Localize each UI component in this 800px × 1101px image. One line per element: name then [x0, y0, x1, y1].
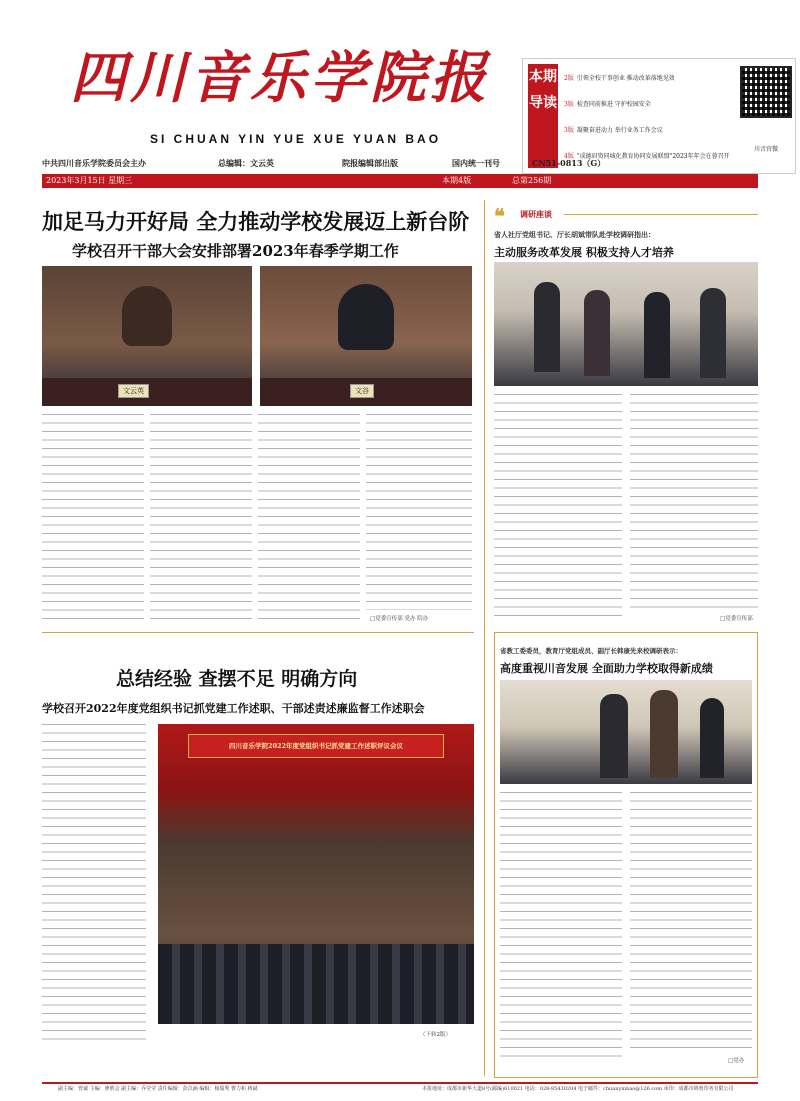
- sidebar2-col-2: [630, 792, 752, 1052]
- meeting-photo[interactable]: [158, 724, 474, 1024]
- issue-number: 总第256期: [512, 176, 552, 185]
- guide-item[interactable]: 3版 凝聚奋进动力 举行业务工作会议: [564, 127, 663, 134]
- qr-label: 川音官微: [753, 146, 778, 153]
- lead-subhead: 学校召开干部大会安排部署2023年春季学期工作: [72, 242, 399, 260]
- sidebar1-byline: □党委宣传部: [720, 616, 753, 622]
- sidebar1-kicker: 省人社厅党组书记、厅长胡斌带队赴学校调研指出：: [494, 230, 655, 239]
- lead-article-col-3: [258, 414, 360, 624]
- person-figure: [650, 690, 678, 778]
- info-bar-date: [42, 174, 758, 188]
- second-subhead: 学校召开2022年度党组织书记抓党建工作述职、干部述责述廉监督工作述职会: [42, 702, 425, 715]
- sidebar1-header: [494, 204, 758, 228]
- lead-headline[interactable]: 加足马力开好局 全力推动学校发展迈上新台阶: [42, 209, 470, 234]
- issue-date: 2023年3月15日 星期三: [46, 176, 133, 185]
- person-figure: [600, 694, 628, 778]
- column-divider: [484, 200, 485, 1076]
- masthead-pinyin: SI CHUAN YIN YUE XUE YUAN BAO: [150, 132, 442, 146]
- continued-note: （下转2版）: [420, 1032, 451, 1038]
- sidebar2-kicker: 省教工委委员，教育厅党组成员、副厅长韩康先来校调研表示：: [500, 647, 682, 655]
- guide-list: [564, 66, 736, 170]
- info-bar-top: [42, 158, 758, 172]
- person-figure: [534, 282, 560, 372]
- guide-item[interactable]: 3版 检查同前推进 守护校园安全: [564, 101, 651, 108]
- person-figure: [644, 292, 670, 378]
- section-tag: 调研座谈: [520, 209, 552, 219]
- meeting-banner: 四川音乐学院2022年度党组织书记抓党建工作述职评议会议: [188, 734, 444, 758]
- person-figure: [700, 288, 726, 378]
- quote-mark-icon: ❝: [494, 204, 505, 228]
- lead-photo-1[interactable]: [42, 266, 252, 406]
- audience: [158, 944, 474, 1024]
- cn-number: CN51-0813（G）: [532, 158, 606, 168]
- photo-caption: 文云英: [118, 384, 149, 398]
- sponsor: 中共四川音乐学院委员会主办: [42, 158, 146, 168]
- masthead-title: 四川音乐学院报: [70, 45, 490, 111]
- footer: [42, 1082, 758, 1094]
- qr-code-icon[interactable]: [740, 66, 792, 118]
- speaker-figure: [338, 284, 394, 350]
- lead-byline: □党委宣传部 党办 院办: [370, 616, 429, 622]
- footer-staff: 副主编：曾诚 主编：廖胜会 副主编：乔莹莹 责任编辑：彭苡涵 编辑：杨瑞秀 曹力和 蒋斌: [58, 1086, 258, 1092]
- sidebar1-photo[interactable]: [494, 262, 758, 386]
- lead-article-col-2: [150, 414, 252, 624]
- person-figure: [700, 698, 724, 778]
- sidebar1-headline[interactable]: 主动服务改革发展 积极支持人才培养: [494, 246, 674, 259]
- second-article-col-1: [42, 724, 146, 1044]
- sidebar1-col-2: [630, 394, 758, 610]
- second-headline[interactable]: 总结经验 查摆不足 明确方向: [116, 668, 358, 690]
- speaker-figure: [122, 286, 172, 346]
- person-figure: [584, 290, 610, 376]
- guide-item[interactable]: 4版 "成德眉资同城化教育协同发展联盟"2023年年会在蓉召开: [564, 153, 730, 160]
- lead-photo-2[interactable]: [260, 266, 472, 406]
- issn-label: 国内统一刊号: [452, 158, 500, 168]
- article-divider: [42, 632, 474, 633]
- publisher-dept: 院报编辑部出版: [342, 158, 398, 168]
- page-count: 本期4版: [442, 176, 472, 185]
- lead-article-col-1: [42, 414, 144, 624]
- sidebar2-headline[interactable]: 高度重视川音发展 全面助力学校取得新成绩: [500, 662, 713, 675]
- tag-rule: [564, 214, 758, 215]
- chief-editor: 总编辑：文云英: [218, 158, 274, 168]
- sidebar2-byline: □党办: [728, 1058, 745, 1064]
- footer-address: 本报地址：成都市新华大道8号(邮编)610021 电话：028-85430204 电子邮件：chuanyinbao@126.com 承印：成都市锦蓉印务有限公司: [422, 1086, 734, 1092]
- sidebar2-photo[interactable]: [500, 680, 752, 784]
- sidebar2-col-1: [500, 792, 622, 1064]
- guide-item[interactable]: 2版 引领全校干事创业 推动改革落地见效: [564, 75, 675, 82]
- guide-label: 本期导读: [528, 64, 558, 168]
- photo-caption: 文谷: [350, 384, 374, 398]
- lead-article-col-4: [366, 414, 472, 610]
- sidebar1-col-1: [494, 394, 622, 620]
